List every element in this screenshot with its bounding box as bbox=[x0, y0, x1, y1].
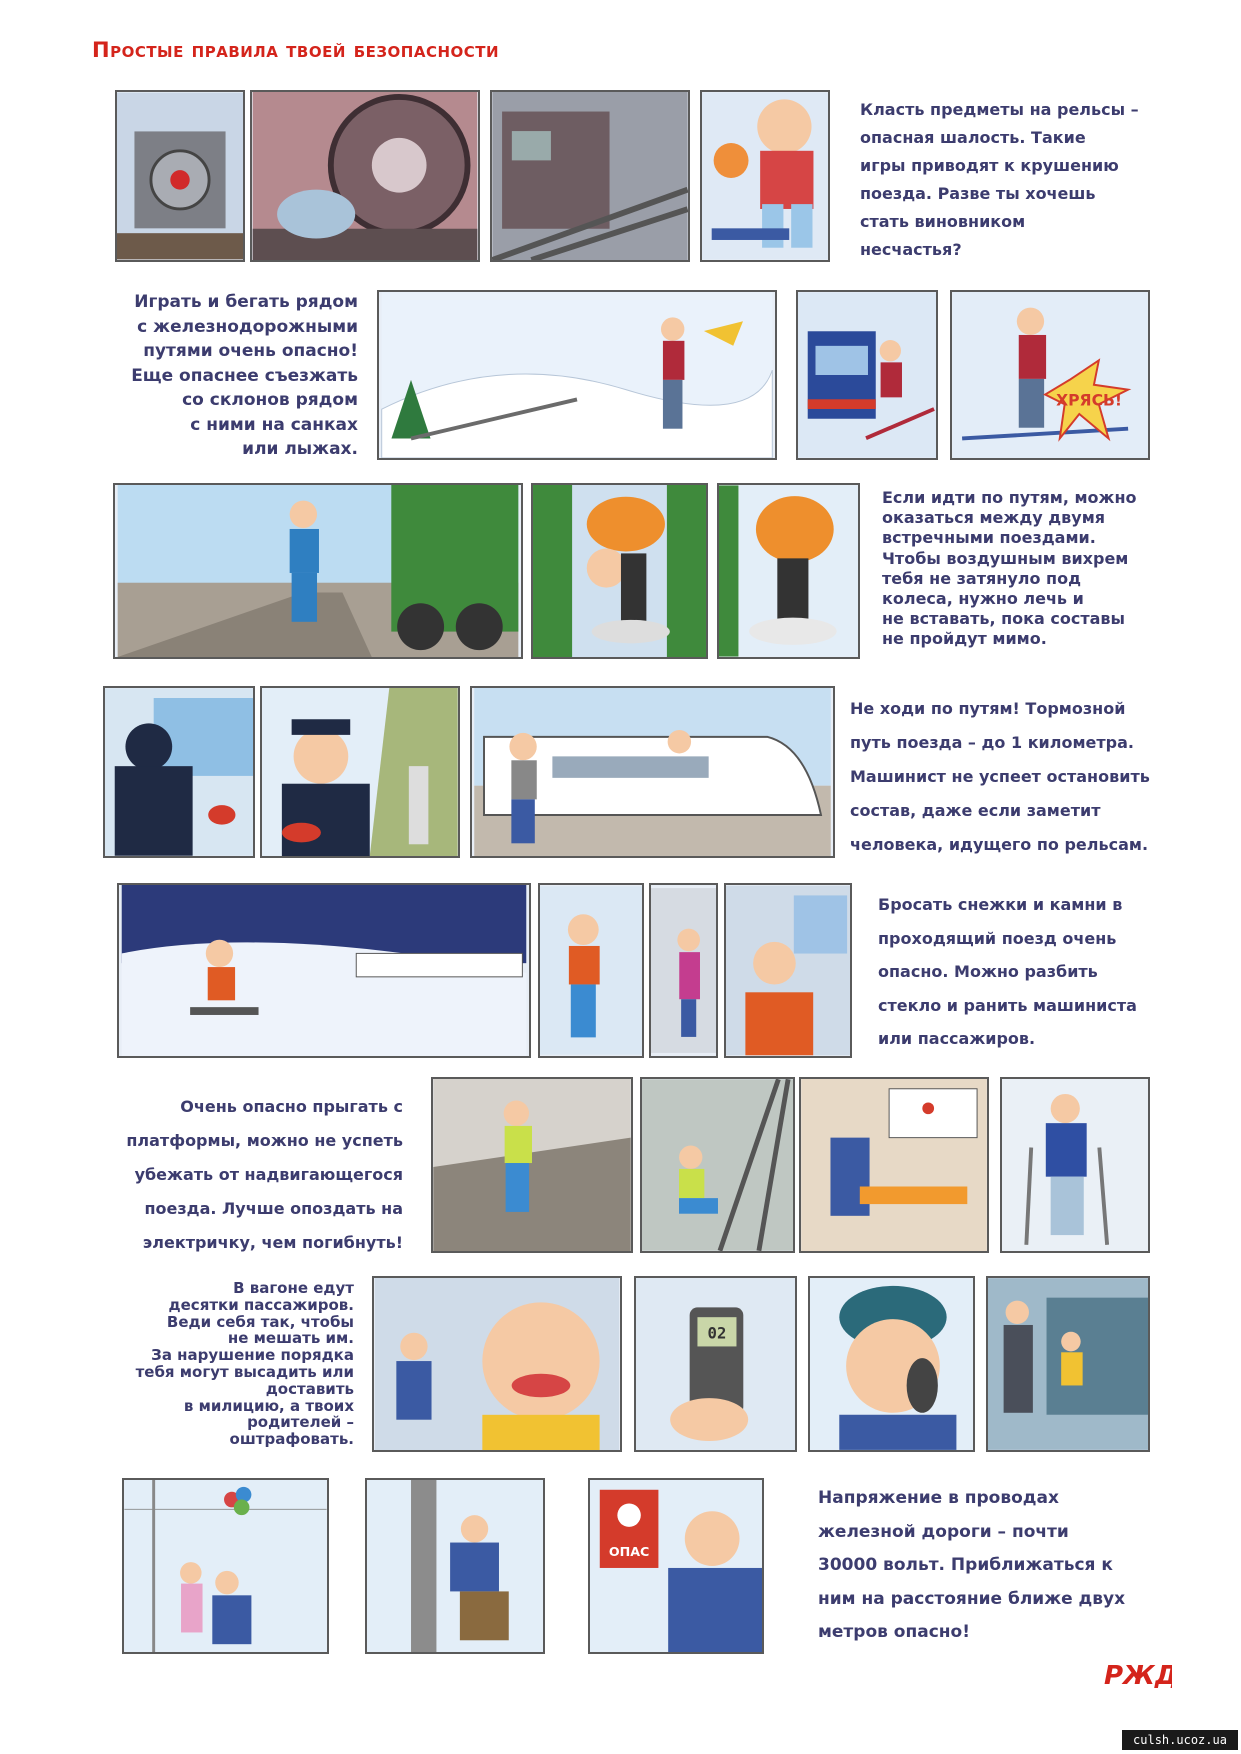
text-block-8: Напряжение в проводах железной дороги – почти 30000 вольт. Приближаться к ним на расстояние ближе двух метров опасно! bbox=[818, 1488, 1126, 1642]
panel-skier-crash bbox=[950, 290, 1150, 460]
rzd-logo-text: РЖД bbox=[1104, 1661, 1172, 1691]
panel-balloons bbox=[122, 1478, 329, 1654]
panel-girl-platform bbox=[649, 883, 718, 1058]
panel-boy-wind bbox=[531, 483, 708, 659]
text-block-6: Очень опасно прыгать с платформы, можно не успеть убежать от надвигающегося поезда. Лучше опоздать на электричку, чем погибнуть! bbox=[126, 1097, 403, 1252]
text-block-3: Если идти по путям, можно оказаться между двумя встречными поездами. Чтобы воздушным вихрем тебя не затянуло под колеса, нужно лечь и не вставать, пока составы не пройдут мимо. bbox=[882, 488, 1137, 649]
danger-sign-text: ОПАС bbox=[608, 1544, 650, 1560]
rzd-logo bbox=[1102, 1658, 1172, 1692]
panel-boy-window bbox=[724, 883, 852, 1058]
text-block-4: Не ходи по путям! Тормозной путь поезда – до 1 километра. Машинист не успеет остановить состав, даже если заметит человека, идущего по рельсам. bbox=[850, 699, 1150, 854]
panel-sledge-night bbox=[117, 883, 531, 1058]
panel-boy-cat bbox=[700, 90, 830, 262]
panel-man-tracks bbox=[113, 483, 523, 659]
panel-locomotive bbox=[115, 90, 245, 262]
panel-boy-crutches bbox=[1000, 1077, 1150, 1253]
panel-wheel-stone bbox=[250, 90, 480, 262]
panel-hat-post bbox=[717, 483, 860, 659]
phone-screen-text: 02 bbox=[707, 1324, 727, 1343]
panel-boy-grimace bbox=[372, 1276, 622, 1452]
panel-boy-throwing bbox=[538, 883, 644, 1058]
panel-phone bbox=[634, 1276, 797, 1452]
panel-man-phone bbox=[808, 1276, 975, 1452]
panel-ambulance bbox=[799, 1077, 989, 1253]
comic-sound-text: ХРЯСЬ! bbox=[1056, 391, 1123, 410]
panel-driver-cab bbox=[103, 686, 255, 858]
text-block-7: В вагоне едут десятки пассажиров. Веди себя так, чтобы не мешать им. За нарушение порядка тебя могут высадить или доставить в милицию, а твоих родителей – оштрафовать. bbox=[135, 1279, 354, 1449]
text-block-5: Бросать снежки и камни в проходящий поезд очень опасно. Можно разбить стекло и ранить машиниста или пассажиров. bbox=[878, 895, 1137, 1048]
poster-title: Простые правила твоей безопасности bbox=[92, 38, 500, 62]
panel-skier-train bbox=[796, 290, 938, 460]
panel-running-tracks bbox=[640, 1077, 795, 1253]
text-block-2: Играть и бегать рядом с железнодорожными путями очень опасно! Еще опаснее съезжать со склонов рядом с ними на санках или лыжах. bbox=[131, 292, 358, 459]
panel-police-platform bbox=[986, 1276, 1150, 1452]
text-block-1: Класть предметы на рельсы – опасная шалость. Такие игры приводят к крушению поезда. Разве ты хочешь стать виновником несчастья? bbox=[860, 100, 1139, 259]
panel-boy-train bbox=[470, 686, 835, 858]
panel-skier-hill bbox=[377, 290, 777, 460]
panel-danger-sign bbox=[588, 1478, 764, 1654]
panel-climbing-pole bbox=[365, 1478, 545, 1654]
watermark: culsh.ucoz.ua bbox=[1122, 1730, 1238, 1750]
panel-train-rails bbox=[490, 90, 690, 262]
panel-jumping-boy bbox=[431, 1077, 633, 1253]
panel-driver-face bbox=[260, 686, 460, 858]
